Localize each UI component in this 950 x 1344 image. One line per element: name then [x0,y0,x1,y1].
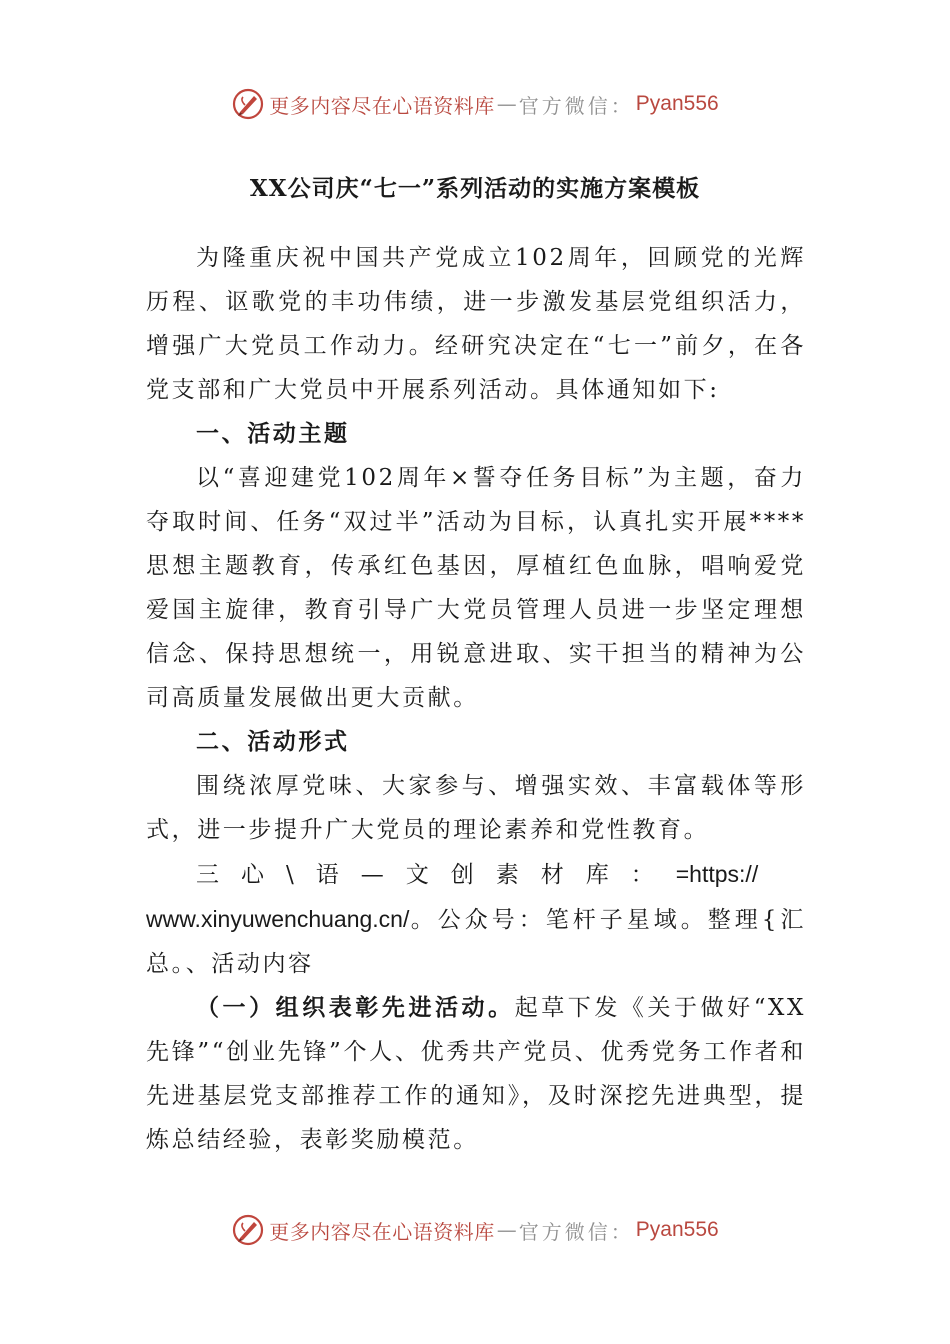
inserted-ad-paragraph [146,852,806,986]
watermark-text: 更多内容尽在心语资料库 [269,1219,495,1244]
item-heading-commend: （一）组织表彰先进活动。 [196,994,515,1021]
watermark-text: 更多内容尽在心语资料库 [269,93,495,118]
inserted-ad-tail: 。公众号：笔杆子星域。整理{汇总。、活动内容 [146,907,806,977]
theme-paragraph: 以“喜迎建党102周年×誓夺任务目标”为主题，奋力夺取时间、任务“双过半”活动为目标，认真扎实开展****思想主题教育，传承红色基因，厚植红色血脉，唱响爱党爱国主旋律，教育引导广大党员管理人员进一步坚定理想信念、保持思想统一，用锐意进取、实干担当的精神为公司高质量发展做出更大贡献。 [146,465,806,711]
watermark-wechat-label: 官方微信： [518,93,634,118]
document-title: XX公司庆“七一”系列活动的实施方案模板 [249,175,701,202]
item-body-commend: 起草下发《关于做好“XX先锋”“创业先锋”个人、优秀共产党员、优秀党务工作者和先进基层党支部推荐工作的通知》，及时深挖先进典型，提炼总结经验，表彰奖励模范。 [146,995,806,1153]
watermark-banner-bottom [0,1210,950,1250]
watermark-dash: — [496,1218,517,1242]
section-heading-theme: 一、活动主题 [196,420,350,447]
inserted-ad-url-a: =https:// [675,861,759,887]
watermark-wechat-id: Pyan556 [635,92,719,115]
quill-logo-icon [231,1213,265,1247]
intro-paragraph: 为隆重庆祝中国共产党成立102周年，回顾党的光辉历程、讴歌党的丰功伟绩，进一步激发基层党组织活力，增强广大党员工作动力。经研究决定在“七一”前夕，在各党支部和广大党员中开展系列活动。具体通知如下: [146,245,806,403]
item-paragraph-commend [146,986,806,1162]
form-paragraph: 围绕浓厚党味、大家参与、增强实效、丰富载体等形式，进一步提升广大党员的理论素养和党性教育。 [146,773,806,843]
watermark-wechat-id: Pyan556 [635,1218,719,1241]
section-heading-form: 二、活动形式 [196,728,350,755]
watermark-wechat-label: 官方微信： [518,1219,634,1244]
quill-logo-icon [231,87,265,121]
inserted-ad-url-b: www.xinyuwenchuang.cn/ [146,906,410,932]
document-body [146,236,806,1162]
inserted-ad-label: 三心\语—文创素材库： [196,862,676,888]
watermark-banner-top [0,84,950,124]
watermark-dash: — [496,92,517,116]
